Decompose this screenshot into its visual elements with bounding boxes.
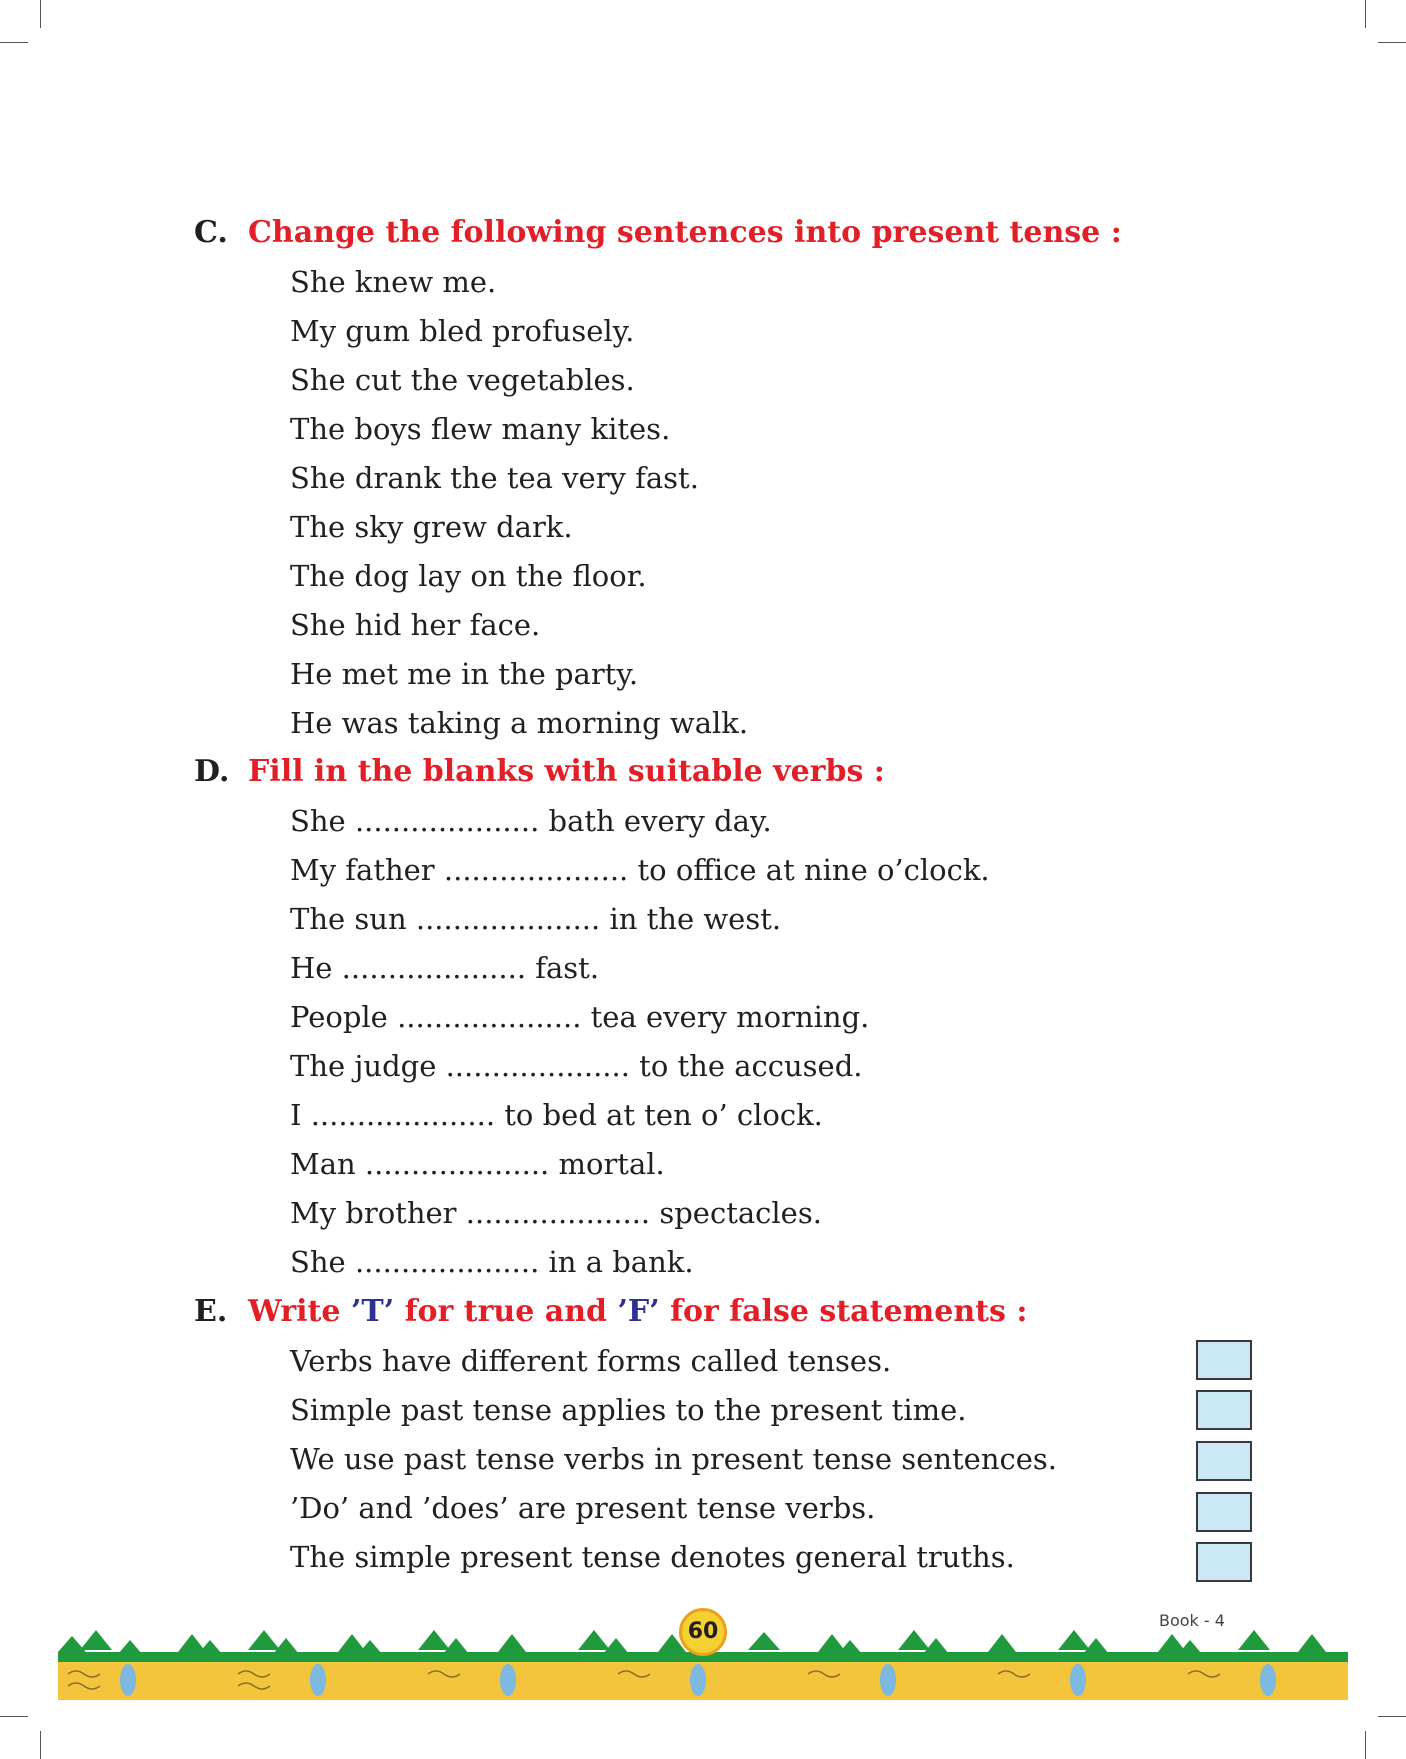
book-label: Book - 4: [1159, 1611, 1225, 1630]
item-text: We use past tense verbs in present tense sentences.: [290, 1442, 1058, 1476]
item-text-before: The sun: [290, 902, 407, 936]
item-text-before: She: [290, 1245, 346, 1279]
section-title: Fill in the blanks with suitable verbs :: [248, 754, 885, 789]
blank-line: ....................: [354, 1245, 540, 1279]
item-text-before: Man: [290, 1147, 356, 1181]
item-text: She drank the tea very fast.: [290, 461, 699, 495]
crop-mark: [1378, 42, 1406, 43]
answer-box[interactable]: [1196, 1390, 1252, 1430]
blank-line: ....................: [415, 902, 601, 936]
crop-mark: [0, 1716, 28, 1717]
blank-line: ....................: [445, 1049, 630, 1083]
item-text-after: in the west.: [609, 902, 782, 936]
section-letter: D.: [194, 754, 230, 789]
crop-mark: [1365, 0, 1366, 28]
section-title: Write ’T’ for true and ’F’ for false statements :: [248, 1294, 1028, 1329]
item-text: The dog lay on the floor.: [290, 559, 647, 593]
item-text: She knew me.: [290, 265, 497, 299]
item-text-after: to office at nine o’clock.: [637, 853, 990, 887]
item-text-before: He: [290, 951, 333, 985]
false-marker: ’F’: [617, 1294, 660, 1329]
item-text-before: I: [290, 1098, 302, 1132]
crop-mark: [1365, 1731, 1366, 1759]
item-text-before: People: [290, 1000, 388, 1034]
item-text-after: fast.: [535, 951, 600, 985]
section-d-heading: [194, 752, 885, 792]
item-text: She hid her face.: [290, 608, 541, 642]
item-text-after: to the accused.: [639, 1049, 863, 1083]
blank-line: ....................: [354, 804, 540, 838]
item-text-after: bath every day.: [548, 804, 772, 838]
item-text-after: tea every morning.: [590, 1000, 870, 1034]
section-c-heading: [194, 213, 1122, 253]
item-text-after: to bed at ten o’ clock.: [504, 1098, 823, 1132]
item-text: She cut the vegetables.: [290, 363, 635, 397]
answer-box[interactable]: [1196, 1542, 1252, 1582]
item-text-before: The judge: [290, 1049, 437, 1083]
blank-line: ....................: [397, 1000, 582, 1034]
blank-line: ....................: [364, 1147, 550, 1181]
answer-box[interactable]: [1196, 1492, 1252, 1532]
crop-mark: [40, 1731, 41, 1759]
blank-line: ....................: [443, 853, 629, 887]
blank-line: ....................: [341, 951, 527, 985]
item-text-before: My father: [290, 853, 435, 887]
blank-line: ....................: [465, 1196, 651, 1230]
item-text: The simple present tense denotes general truths.: [290, 1540, 1015, 1574]
item-text: Simple past tense applies to the present time.: [290, 1393, 967, 1427]
item-text: ’Do’ and ’does’ are present tense verbs.: [290, 1491, 876, 1525]
crop-mark: [0, 42, 28, 43]
item-text-after: mortal.: [558, 1147, 665, 1181]
item-text-after: spectacles.: [659, 1196, 822, 1230]
item-text-after: in a bank.: [548, 1245, 694, 1279]
item-text: He met me in the party.: [290, 657, 639, 691]
crop-mark: [40, 0, 41, 28]
section-title: Change the following sentences into present tense :: [248, 215, 1122, 250]
item-text: The boys flew many kites.: [290, 412, 671, 446]
section-letter: C.: [194, 215, 228, 250]
answer-box[interactable]: [1196, 1441, 1252, 1481]
section-e-heading: [194, 1292, 1027, 1332]
true-marker: ’T’: [350, 1294, 395, 1329]
item-text: My gum bled profusely.: [290, 314, 635, 348]
item-text: Verbs have different forms called tenses.: [290, 1344, 892, 1378]
blank-line: ....................: [310, 1098, 496, 1132]
item-text-before: My brother: [290, 1196, 457, 1230]
item-text: He was taking a morning walk.: [290, 706, 749, 740]
item-text: The sky grew dark.: [290, 510, 573, 544]
section-letter: E.: [194, 1294, 228, 1329]
page-number: 60: [679, 1608, 727, 1656]
answer-box[interactable]: [1196, 1340, 1252, 1380]
crop-mark: [1378, 1716, 1406, 1717]
item-text-before: She: [290, 804, 346, 838]
